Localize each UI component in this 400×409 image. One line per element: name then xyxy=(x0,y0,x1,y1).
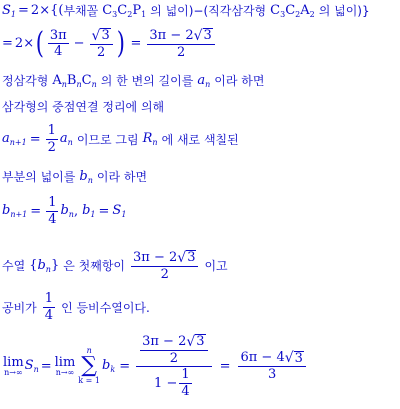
equals-sign: = xyxy=(219,358,231,374)
s1-symbol: $S_1$ xyxy=(2,2,16,19)
text: 인 등비수열이다. xyxy=(61,300,150,315)
equals-sign: = xyxy=(30,203,42,219)
text: 이므로 그림 xyxy=(76,132,139,147)
area-close-label: 의 넓이)} xyxy=(318,4,370,18)
text: 에 새로 색칠된 xyxy=(161,132,239,147)
fraction-first-term: 3π − 2 √ 3 2 xyxy=(140,334,207,365)
text: 의 한 변의 길이를 xyxy=(100,74,194,88)
equals-sign: = xyxy=(18,3,29,18)
fraction-result-s1: 3π − 2 √ 3 2 xyxy=(147,28,214,59)
fraction-3pi-over-4: $\frac{3\pi}{4}$ xyxy=(49,27,67,60)
comma: , xyxy=(73,203,79,219)
s1-symbol: $S_1$ xyxy=(112,203,127,220)
coefficient: 2 xyxy=(30,3,40,18)
times-sign: × xyxy=(39,3,51,18)
bn-symbol: $b_n$ xyxy=(60,203,74,220)
open-bracket: {( xyxy=(50,3,64,18)
coefficient: 2 xyxy=(14,36,24,52)
fraction-root3-over-2: √ 3 2 xyxy=(90,28,113,59)
triangle-anbncn: $A_nB_nC_n$ xyxy=(52,72,97,89)
text: 정삼각형 xyxy=(2,74,49,88)
fraction-final-result: 6π − 4 √ 3 3 xyxy=(238,351,305,382)
an-symbol: $a_n$ xyxy=(197,72,211,89)
equals-sign: = xyxy=(29,131,41,147)
equals-sign: = xyxy=(98,203,110,219)
minus-sign: − xyxy=(73,36,85,52)
text: 삼각형의 중점연결 정리에 의해 xyxy=(2,100,165,114)
equals-sign: = xyxy=(130,36,142,52)
b1-symbol: $b_1$ xyxy=(82,203,96,220)
sector-label: 부채꼴 xyxy=(63,4,99,18)
sn-symbol: $S_n$ xyxy=(24,358,39,375)
right-paren: ) xyxy=(116,25,125,61)
sector-name: $C_3C_2P_1$ xyxy=(102,2,147,19)
equals-sign: = xyxy=(2,36,13,52)
text: 은 첫째항이 xyxy=(63,259,126,274)
bk-symbol: $b_k$ xyxy=(102,358,116,375)
equals-sign: = xyxy=(40,358,52,374)
text: 이라 하면 xyxy=(214,74,265,88)
summation: n ∑ k = 1 xyxy=(78,346,101,386)
left-paren: ( xyxy=(35,25,45,61)
brace-open: { xyxy=(29,258,38,274)
triangle-name: $C_3C_2A_2$ xyxy=(270,2,315,19)
text: 공비가 xyxy=(2,300,37,315)
text: 부분의 넓이를 xyxy=(2,170,76,184)
equals-sign: = xyxy=(119,358,131,374)
text: 이라 하면 xyxy=(96,170,148,184)
bn-symbol: $b_n$ xyxy=(79,168,93,185)
line-equilateral-triangle xyxy=(2,72,264,89)
times-sign: × xyxy=(23,36,35,52)
limit-2: lim n→∞ xyxy=(54,354,76,377)
area-minus-label: 의 넓이)−(직각삼각형 xyxy=(150,4,267,18)
rn-symbol: $R_n$ xyxy=(142,131,158,148)
b-n-plus-1: $b_{n+1}$ xyxy=(2,203,28,220)
line-midpoint-theorem xyxy=(2,98,164,115)
an-symbol: $a_n$ xyxy=(59,131,73,148)
text: 수열 xyxy=(2,259,26,274)
bn-symbol: $b_n$ xyxy=(37,257,51,274)
fraction-1-over-2: $\frac{1}{2}$ xyxy=(47,123,56,155)
line-area-bn xyxy=(2,168,147,185)
line-s1-definition xyxy=(2,2,370,19)
line-recurrence-b xyxy=(2,196,126,226)
line-limit-result xyxy=(2,334,308,399)
text: 이고 xyxy=(204,259,228,274)
fraction-first-term: 3π − 2 √ 3 2 xyxy=(131,250,198,281)
fraction-series-sum: 3π − 2 √ 3 2 1 − $\frac{1}{4}$ xyxy=(136,334,211,399)
line-first-term xyxy=(2,250,228,281)
line-recurrence-a xyxy=(2,124,239,154)
brace-close: } xyxy=(50,258,60,274)
a-n-plus-1: $a_{n+1}$ xyxy=(2,131,27,148)
fraction-1-over-4: $\frac{1}{4}$ xyxy=(48,195,57,227)
fraction-1-over-4: $\frac{1}{4}$ xyxy=(181,367,190,399)
fraction-1-over-4: $\frac{1}{4}$ xyxy=(44,291,54,323)
line-s1-value xyxy=(2,25,217,61)
line-common-ratio xyxy=(2,292,150,322)
limit-1: lim n→∞ xyxy=(3,354,24,377)
